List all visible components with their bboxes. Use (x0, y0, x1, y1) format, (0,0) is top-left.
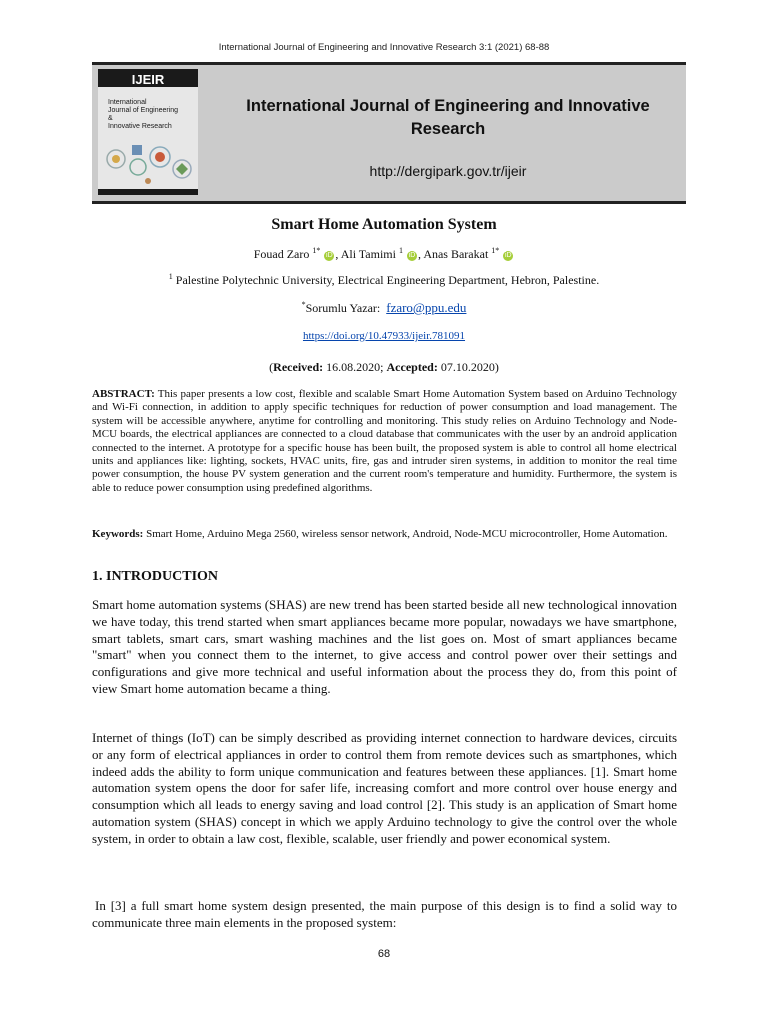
cover-title-line: Innovative Research (108, 123, 172, 130)
journal-name (216, 95, 680, 141)
cover-title-line: Journal of Engineering (108, 107, 179, 114)
author-list: Fouad Zaro $^{1*}$ iD , Ali Tamimi $^1$ iD , Anas Barakat $^{1*}$ iD (253, 246, 512, 261)
affiliation-text: Palestine Polytechnic University, Electrical Engineering Department, Hebron, Palestine. (175, 273, 600, 287)
author-affiliation-mark: 1* (312, 246, 321, 255)
body-paragraph: Smart home automation systems (SHAS) are new trend has been started beside all new technological innovation we have today, this trend started when smart appliances became more popular, nowadays we have smartphone, smart tablets, smart cars, smart washing machines and the list goes on. Most of smart appliances became "smart" when you connect them to the internet, to give access and control power over their settings and configurations and give more technical and useful information about the process they do, from this point of view Smart home automation became a thing. (92, 597, 677, 696)
journal-name-line: Research (410, 120, 486, 138)
author-name: Fouad Zaro (253, 247, 310, 261)
orcid-icon[interactable]: iD (504, 252, 512, 259)
accepted-date: 07.10.2020) (440, 360, 499, 374)
author-affiliation-mark: 1* (491, 246, 500, 255)
page-number: 68 (377, 948, 391, 960)
orcid-icon[interactable]: iD (408, 252, 416, 259)
doi-link[interactable]: https://doi.org/10.47933/ijeir.781091 (302, 330, 466, 342)
cover-title (108, 99, 198, 131)
journal-cover-image (98, 69, 198, 195)
corresponding-label: Sorumlu Yazar: (305, 301, 381, 315)
paper-title: Smart Home Automation System (271, 216, 497, 233)
cover-logo: IJEIR (98, 69, 198, 87)
received-date: 16.08.2020; (326, 360, 384, 374)
affiliation-mark: 1 (168, 272, 173, 281)
author-affiliation-mark: 1 (398, 246, 403, 255)
article-dates: (Received: 16.08.2020; Accepted: 07.10.2020) (269, 360, 499, 374)
received-label: Received: (273, 360, 324, 374)
body-paragraph: Internet of things (IoT) can be simply described as providing internet connection to hardware devices, circuits or any form of electrical appliances in order to control them from remote devices such as smartphones, which indeed adds the ability to form unique communication and features between these appliances. [1]. Smart home automation system opens the door for safer life, increasing comfort and more control over house energy and consumption which all leads to energy saving and load control [2]. This study is an application of Smart home automation system (SHAS) concept in which we apply Arduino technology to give the control over the whole system, in order to obtain a law cost, flexible, scalable, user friendly and power economical system. (92, 730, 677, 846)
journal-banner (92, 62, 686, 204)
accepted-label: Accepted: (386, 360, 438, 374)
cover-artwork-icon (102, 137, 194, 187)
keywords (92, 528, 677, 541)
corresponding-email-link[interactable]: fzaro@ppu.edu (386, 300, 467, 315)
orcid-icon[interactable]: iD (326, 252, 333, 259)
corresponding-mark: * (301, 300, 306, 309)
cover-title-line: International (108, 99, 147, 106)
cover-footer-bar (98, 189, 198, 195)
author-name: Anas Barakat (423, 247, 489, 261)
section-heading-introduction: 1. INTRODUCTION (92, 569, 219, 584)
affiliation (0, 272, 768, 288)
body-paragraph: In [3] a full smart home system design presented, the main purpose of this design is to find a solid way to communicate three main elements in the proposed system: (92, 898, 677, 930)
abstract-text: This paper presents a low cost, flexible and scalable Smart Home Automation System based on Arduino Technology and Wi-Fi connection, in addition to apply specific techniques for reduction of power consumption and load management. The system will be accessible anywhere, anytime for controlling and monitoring. This study relies on Arduino Technology and Node-MCU boards, the electrical appliances are connected to a cloud database that communicates with the user by an android application connected to the internet. A prototype for a specific house has been built, the proposed system is able to control all home electrical units and appliances like: lighting, sockets, HVAC units, fire, gas and intruder siren systems, in addition to monitor the real time power consumption, the house PV system generation and the current room's temperature and humidity. Furthermore, the system is able to reduce power consumption using predefined algorithms. (92, 388, 677, 494)
cover-title-line: & (108, 115, 113, 122)
abstract (92, 388, 677, 495)
abstract-label: ABSTRACT: (92, 388, 155, 400)
keywords-label: Keywords: (92, 528, 144, 540)
journal-name-line: International Journal of Engineering and Innovative (246, 97, 650, 115)
corresponding-author (0, 300, 768, 316)
journal-url-link[interactable]: http://dergipark.gov.tr/ijeir (369, 163, 527, 179)
running-head: International Journal of Engineering and Innovative Research 3:1 (2021) 68-88 (218, 42, 550, 53)
keywords-text: Smart Home, Arduino Mega 2560, wireless sensor network, Android, Node-MCU microcontroller, Home Automation. (146, 528, 668, 540)
author-name: Ali Tamimi (340, 247, 396, 261)
